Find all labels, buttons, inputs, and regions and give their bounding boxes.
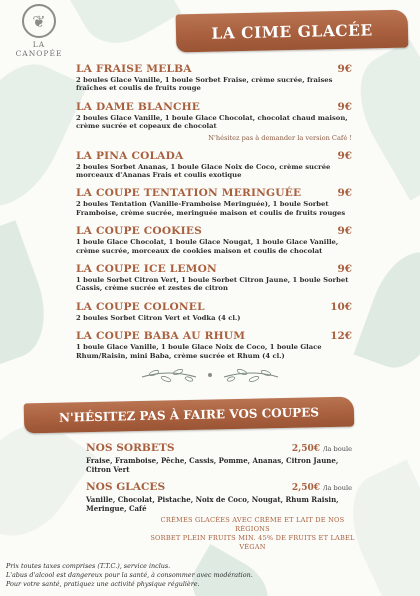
item-description: 2 boules Sorbet Citron Vert et Vodka (4 cl.) bbox=[76, 313, 241, 322]
legal-line: Pour votre santé, pratiquez une activité physique régulière. bbox=[6, 579, 200, 588]
item-description: 1 boule Glace Chocolat, 1 boule Glace Nougat, 1 boule Glace Vanille, crème sucrée, morceaux de cookies maison et coulis de chocolat bbox=[76, 238, 339, 255]
section-price: 2,50€ /la boule bbox=[291, 444, 352, 454]
divider-dot bbox=[208, 373, 212, 377]
item-note: N'hésitez pas à demander la version Café ! bbox=[208, 133, 352, 142]
section-name: NOS SORBETS bbox=[86, 442, 175, 454]
item-description: 1 boule Glace Vanille, 1 boule Glace Noix de Coco, 1 boule Glace Rhum/Raisin, mini Baba, crème sucrée et Rhum (4 cl.) bbox=[76, 343, 322, 360]
item-description: 2 boules Sorbet Ananas, 1 boule Glace Noix de Coco, crème sucrée morceaux d'Ananas Frais et coulis exotique bbox=[76, 162, 331, 180]
item-price: 12€ bbox=[330, 330, 352, 343]
leaf-sprig-icon bbox=[140, 365, 198, 385]
menu-item bbox=[76, 263, 352, 293]
item-name: LA FRAISE MELBA bbox=[76, 63, 192, 75]
legal-line: Prix toutes taxes comprises (T.T.C.), service inclus. bbox=[6, 562, 171, 570]
legal-line: L'abus d'alcool est dangereux pour la santé, à consommer avec modération. bbox=[6, 570, 253, 579]
item-name: LA COUPE COLONEL bbox=[76, 300, 205, 313]
section-name: NOS GLACES bbox=[86, 481, 166, 493]
item-name: LA COUPE COOKIES bbox=[76, 225, 202, 238]
menu-item bbox=[76, 330, 352, 360]
item-price: 9€ bbox=[337, 149, 352, 162]
ornament-divider bbox=[140, 364, 280, 386]
item-price: 9€ bbox=[337, 100, 352, 113]
menu-item bbox=[76, 63, 352, 93]
menu-item bbox=[76, 187, 352, 217]
item-name: LA COUPE TENTATION MERINGUÉE bbox=[76, 187, 302, 200]
brand-name: LA CANOPÉE bbox=[15, 40, 63, 58]
item-name: LA COUPE BABA AU RHUM bbox=[76, 330, 246, 343]
section-title: N'HÉSITEZ PAS À FAIRE VOS COUPES bbox=[24, 397, 355, 434]
item-price: 10€ bbox=[330, 300, 352, 313]
menu-list bbox=[76, 63, 352, 368]
item-name: LA COUPE ICE LEMON bbox=[76, 263, 217, 276]
item-price: 9€ bbox=[337, 225, 352, 238]
logo bbox=[8, 4, 70, 58]
menu-item bbox=[76, 225, 352, 255]
item-name: LA PINA COLADA bbox=[76, 149, 184, 162]
section-price: 2,50€ /la boule bbox=[291, 483, 352, 493]
item-price: 9€ bbox=[337, 63, 352, 75]
item-description: 2 boules Tentation (Vanille-Framboise Meringuée), 1 boule Sorbet Framboise, crème sucrée, meringuée maison et coulis de fruits rouges bbox=[76, 200, 346, 217]
menu-item bbox=[76, 101, 352, 142]
glaces-section bbox=[86, 481, 352, 513]
section-description: Vanille, Chocolat, Pistache, Noix de Coco, Nougat, Rhum Raisin, Meringue, Café bbox=[86, 495, 339, 513]
leaf-decoration bbox=[354, 242, 420, 379]
sorbets-section bbox=[86, 442, 352, 474]
page-title: LA CIME GLACÉE bbox=[176, 10, 409, 53]
canopee-logo-icon: ❦ bbox=[22, 4, 56, 38]
legal-notice bbox=[6, 562, 286, 588]
note-line: CRÈMES GLACÉES AVEC CRÈME ET LAIT DE NOS RÉGIONS bbox=[160, 516, 345, 533]
note-line: SORBET PLEIN FRUITS MIN. 45% DE FRUITS ET LABEL VÉGAN bbox=[150, 534, 355, 551]
leaf-decoration bbox=[0, 48, 87, 222]
item-description: 2 boules Glace Vanille, 1 boule Glace Chocolat, chocolat chaud maison, crème sucrée et copeaux de chocolat bbox=[76, 113, 348, 131]
leaf-decoration bbox=[0, 220, 60, 370]
leaf-decoration bbox=[337, 39, 420, 200]
item-price: 9€ bbox=[337, 187, 352, 200]
leaf-decoration bbox=[69, 0, 182, 58]
leaf-sprig-icon bbox=[222, 365, 280, 385]
item-price: 9€ bbox=[337, 263, 352, 276]
section-description: Fraise, Framboise, Pêche, Cassis, Pomme, Ananas, Citron Jaune, Citron Vert bbox=[86, 456, 339, 474]
menu-item bbox=[76, 150, 352, 180]
item-name: LA DAME BLANCHE bbox=[76, 100, 201, 113]
item-description: 1 boule Sorbet Citron Vert, 1 boule Sorbet Citron Jaune, 1 boule Sorbet Cassis, crème sucrée et zestes de citron bbox=[76, 276, 349, 293]
ingredients-note bbox=[150, 516, 355, 552]
item-description: 2 boules Glace Vanille, 1 boule Sorbet Fraise, crème sucrée, fraises fraîches et coulis de fruits rouge bbox=[76, 76, 333, 93]
menu-item bbox=[76, 301, 352, 322]
